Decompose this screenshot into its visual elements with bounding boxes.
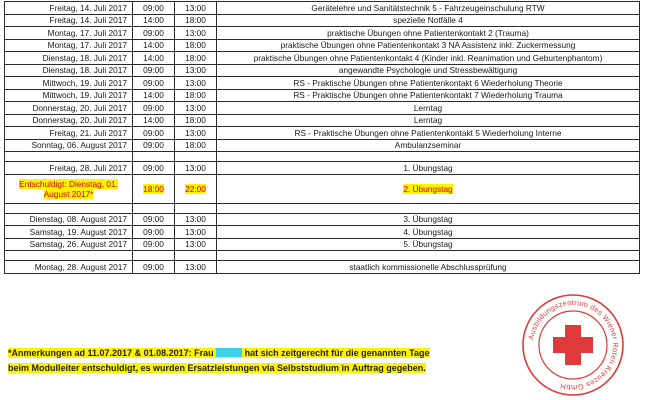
remarks-text-a: *Anmerkungen ad 11.07.2017 & 01.08.2017: Frau [8, 348, 214, 358]
description-cell: praktische Übungen ohne Patientenkontakt 2 (Trauma) [217, 27, 640, 40]
end-time-cell: 13:00 [175, 102, 217, 115]
start-time-cell: 09:00 [133, 27, 175, 40]
table-row [5, 77, 640, 90]
table-row [5, 162, 640, 175]
date-cell: Donnerstag, 20. Juli 2017 [5, 102, 133, 115]
date-cell: Freitag, 28. Juli 2017 [5, 162, 133, 175]
start-time-cell: 09:00 [133, 261, 175, 274]
date-cell: Samstag, 26. August 2017 [5, 238, 133, 251]
table-row [5, 2, 640, 15]
date-cell: Freitag, 14. Juli 2017 [5, 2, 133, 15]
table-row [5, 102, 640, 115]
remarks-line-1 [8, 348, 430, 358]
empty-cell [217, 152, 640, 162]
table-row [5, 89, 640, 102]
date-cell: Montag, 28. August 2017 [5, 261, 133, 274]
date-cell: Montag, 17. Juli 2017 [5, 27, 133, 40]
empty-cell [175, 152, 217, 162]
description-cell: Gerätelehre und Sanitätstechnik 5 - Fahrzeugeinschulung RTW [217, 2, 640, 15]
date-cell [5, 174, 133, 203]
end-time-cell: 13:00 [175, 27, 217, 40]
date-cell: Sonntag, 06. August 2017 [5, 139, 133, 152]
description-cell: angewandte Psychologie und Stressbewältigung [217, 64, 640, 77]
table-row [5, 64, 640, 77]
table-row [5, 127, 640, 140]
excused-start-text: 18:00 [143, 183, 164, 194]
description-cell: praktische Übungen ohne Patientenkontakt 4 (Kinder inkl. Reanimation und Geburtenphantom) [217, 52, 640, 65]
date-cell: Dienstag, 18. Juli 2017 [5, 64, 133, 77]
end-time-cell: 18:00 [175, 39, 217, 52]
blank-row [5, 203, 640, 213]
description-cell: Lerntag [217, 102, 640, 115]
date-cell: Samstag, 19. August 2017 [5, 226, 133, 239]
description-cell: 5. Übungstag [217, 238, 640, 251]
blank-row [5, 251, 640, 261]
empty-cell [175, 203, 217, 213]
description-cell: RS - Praktische Übungen ohne Patientenkontakt 5 Wiederholung Interne [217, 127, 640, 140]
start-time-cell: 09:00 [133, 139, 175, 152]
excused-end-text: 22:00 [185, 183, 206, 194]
start-time-cell: 14:00 [133, 89, 175, 102]
empty-cell [217, 203, 640, 213]
empty-cell [133, 152, 175, 162]
empty-cell [217, 251, 640, 261]
description-cell: spezielle Notfälle 4 [217, 14, 640, 27]
start-time-cell: 14:00 [133, 39, 175, 52]
table-row [5, 39, 640, 52]
description-cell: Lerntag [217, 114, 640, 127]
start-time-cell: 14:00 [133, 14, 175, 27]
redaction-box [216, 348, 242, 357]
date-cell: Dienstag, 18. Juli 2017 [5, 52, 133, 65]
start-time-cell: 09:00 [133, 162, 175, 175]
date-cell: Dienstag, 08. August 2017 [5, 213, 133, 226]
description-cell: staatlich kommissionelle Abschlussprüfung [217, 261, 640, 274]
red-cross-stamp [514, 290, 632, 400]
end-time-cell: 13:00 [175, 2, 217, 15]
remarks-note [8, 346, 528, 376]
description-cell [217, 174, 640, 203]
date-cell: Freitag, 21. Juli 2017 [5, 127, 133, 140]
start-time-cell: 09:00 [133, 102, 175, 115]
empty-cell [133, 203, 175, 213]
start-time-cell: 09:00 [133, 213, 175, 226]
start-time-cell: 09:00 [133, 238, 175, 251]
highlighted-row [5, 174, 640, 203]
empty-cell [133, 251, 175, 261]
date-cell: Mittwoch, 19. Juli 2017 [5, 89, 133, 102]
start-time-cell: 14:00 [133, 52, 175, 65]
start-time-cell: 09:00 [133, 64, 175, 77]
table-row [5, 213, 640, 226]
empty-cell [5, 251, 133, 261]
excused-date-text: Entschuldigt: Dienstag, 01. August 2017* [19, 178, 118, 199]
red-cross-icon [553, 325, 593, 365]
description-cell: 4. Übungstag [217, 226, 640, 239]
remarks-text-b: hat sich zeitgerecht für die genannten Tage [244, 348, 430, 358]
end-time-cell: 13:00 [175, 162, 217, 175]
table-row [5, 139, 640, 152]
end-time-cell: 13:00 [175, 238, 217, 251]
table-row [5, 14, 640, 27]
end-time-cell: 18:00 [175, 89, 217, 102]
empty-cell [5, 203, 133, 213]
end-time-cell: 13:00 [175, 261, 217, 274]
excused-desc-text: 2. Übungstag [403, 183, 453, 194]
start-time-cell [133, 174, 175, 203]
date-cell: Freitag, 14. Juli 2017 [5, 14, 133, 27]
table-row [5, 114, 640, 127]
blank-row [5, 152, 640, 162]
start-time-cell: 09:00 [133, 127, 175, 140]
table-row [5, 226, 640, 239]
date-cell: Montag, 17. Juli 2017 [5, 39, 133, 52]
end-time-cell: 18:00 [175, 52, 217, 65]
description-cell: Ambulanzseminar [217, 139, 640, 152]
empty-cell [5, 152, 133, 162]
table-row [5, 238, 640, 251]
end-time-cell: 13:00 [175, 226, 217, 239]
end-time-cell [175, 174, 217, 203]
end-time-cell: 13:00 [175, 213, 217, 226]
end-time-cell: 13:00 [175, 77, 217, 90]
start-time-cell: 14:00 [133, 114, 175, 127]
start-time-cell: 09:00 [133, 226, 175, 239]
empty-cell [175, 251, 217, 261]
table-row [5, 52, 640, 65]
description-cell: 1. Übungstag [217, 162, 640, 175]
description-cell: 3. Übungstag [217, 213, 640, 226]
end-time-cell: 13:00 [175, 127, 217, 140]
date-cell: Donnerstag, 20. Juli 2017 [5, 114, 133, 127]
description-cell: RS - Praktische Übungen ohne Patientenkontakt 7 Wiederholung Trauma [217, 89, 640, 102]
remarks-line-2: beim Modulleiter entschuldigt, es wurden Ersatzleistungen via Selbststudium in Auftrag gegeben. [8, 363, 426, 373]
start-time-cell: 09:00 [133, 2, 175, 15]
end-time-cell: 18:00 [175, 139, 217, 152]
table-row [5, 261, 640, 274]
end-time-cell: 13:00 [175, 64, 217, 77]
table-row [5, 27, 640, 40]
end-time-cell: 18:00 [175, 114, 217, 127]
stamp-text-path: Ausbildungszentrum des Wiener Roten Kreuzes GmbH [526, 297, 621, 393]
end-time-cell: 18:00 [175, 14, 217, 27]
date-cell: Mittwoch, 19. Juli 2017 [5, 77, 133, 90]
schedule-table [4, 1, 640, 274]
description-cell: RS - Praktische Übungen ohne Patientenkontakt 6 Wiederholung Theorie [217, 77, 640, 90]
start-time-cell: 09:00 [133, 77, 175, 90]
description-cell: praktische Übungen ohne Patientenkontakt 3 NA Assistenz inkl. Zuckermessung [217, 39, 640, 52]
